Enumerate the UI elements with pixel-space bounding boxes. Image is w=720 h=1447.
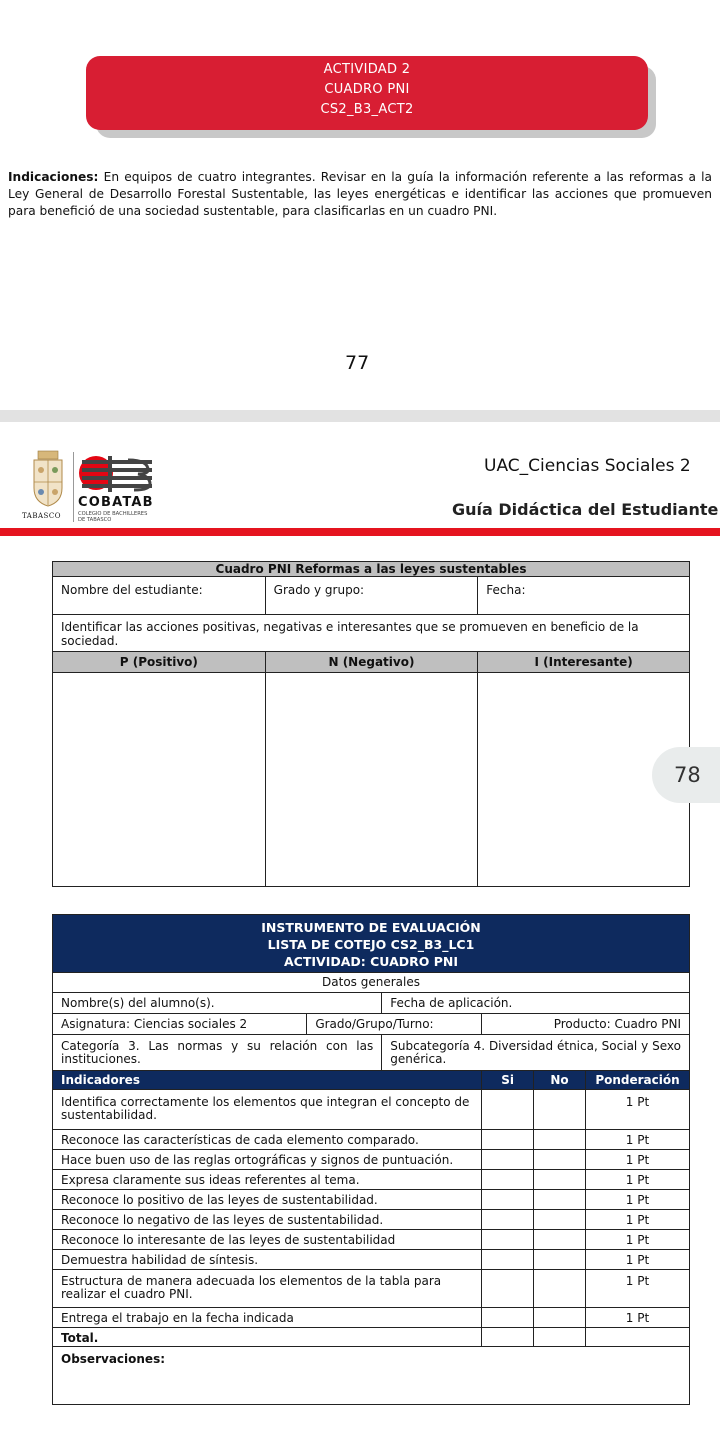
eval-total-no bbox=[534, 1328, 586, 1347]
eval-yes-cell bbox=[482, 1210, 534, 1230]
logo-cobatab-text: COBATAB bbox=[78, 495, 154, 510]
eval-category: Categoría 3. Las normas y su relación con las instituciones. bbox=[53, 1035, 382, 1071]
page-number: 77 bbox=[345, 352, 370, 374]
eval-title bbox=[53, 915, 690, 973]
pni-title: Cuadro PNI Reformas a las leyes sustentables bbox=[53, 562, 690, 577]
eval-indicator-text: Identifica correctamente los elementos que integran el concepto de sustentabilidad. bbox=[53, 1090, 482, 1130]
eval-no-cell bbox=[534, 1090, 586, 1130]
eval-no-cell bbox=[534, 1150, 586, 1170]
header-uac-title: UAC_Ciencias Sociales 2 bbox=[484, 456, 691, 476]
eval-header-weight: Ponderación bbox=[585, 1071, 689, 1090]
banner-line-activity: ACTIVIDAD 2 bbox=[323, 62, 411, 77]
activity-banner bbox=[86, 56, 648, 130]
eval-weight: 1 Pt bbox=[585, 1250, 689, 1270]
eval-date-label: Fecha de aplicación. bbox=[382, 993, 690, 1014]
eval-product-label: Producto: Cuadro PNI bbox=[482, 1014, 690, 1035]
eval-yes-cell bbox=[482, 1308, 534, 1328]
eval-weight: 1 Pt bbox=[585, 1150, 689, 1170]
eval-yes-cell bbox=[482, 1090, 534, 1130]
eval-indicator-text: Expresa claramente sus ideas referentes al tema. bbox=[53, 1170, 482, 1190]
eval-indicator-text: Reconoce lo negativo de las leyes de sustentabilidad. bbox=[53, 1210, 482, 1230]
eval-no-cell bbox=[534, 1190, 586, 1210]
header-guide-title: Guía Didáctica del Estudiante bbox=[452, 500, 719, 519]
eval-indicator-text: Reconoce lo interesante de las leyes de sustentabilidad bbox=[53, 1230, 482, 1250]
pni-col-negative: N (Negativo) bbox=[265, 652, 478, 673]
pni-table bbox=[52, 561, 690, 887]
eval-observations: Observaciones: bbox=[53, 1347, 690, 1405]
eval-indicator-text: Demuestra habilidad de síntesis. bbox=[53, 1250, 482, 1270]
logo-subtitle-line2: DE TABASCO bbox=[78, 517, 112, 523]
eval-yes-cell bbox=[482, 1230, 534, 1250]
eval-indicator-text: Entrega el trabajo en la fecha indicada bbox=[53, 1308, 482, 1328]
eval-yes-cell bbox=[482, 1150, 534, 1170]
pni-student-name-label: Nombre del estudiante: bbox=[53, 577, 266, 615]
eval-yes-cell bbox=[482, 1130, 534, 1150]
instructions-label: Indicaciones: bbox=[8, 170, 99, 184]
evaluation-checklist-table bbox=[52, 914, 690, 1405]
eval-subject-label: Asignatura: Ciencias sociales 2 bbox=[53, 1014, 307, 1035]
logo-subtitle-line1: COLEGIO DE BACHILLERES bbox=[78, 511, 148, 517]
logo-separator bbox=[73, 452, 74, 522]
tabasco-shield-icon bbox=[26, 450, 70, 508]
eval-total-yes bbox=[482, 1328, 534, 1347]
eval-grade-label: Grado/Grupo/Turno: bbox=[307, 1014, 482, 1035]
pni-col-interesting: I (Interesante) bbox=[478, 652, 690, 673]
instructions-paragraph bbox=[8, 169, 712, 220]
eval-yes-cell bbox=[482, 1170, 534, 1190]
eval-subcategory: Subcategoría 4. Diversidad étnica, Social y Sexo genérica. bbox=[382, 1035, 690, 1071]
eval-yes-cell bbox=[482, 1270, 534, 1308]
logo-subtitle bbox=[78, 511, 147, 523]
eval-title-line3: ACTIVIDAD: CUADRO PNI bbox=[284, 954, 458, 969]
pni-instruction: Identificar las acciones positivas, negativas e interesantes que se promueven en beneficio de la sociedad. bbox=[53, 615, 690, 652]
eval-weight: 1 Pt bbox=[585, 1270, 689, 1308]
eval-indicator-text: Reconoce lo positivo de las leyes de sustentabilidad. bbox=[53, 1190, 482, 1210]
eval-no-cell bbox=[534, 1130, 586, 1150]
page-divider bbox=[0, 410, 720, 422]
eval-header-no: No bbox=[534, 1071, 586, 1090]
eval-weight: 1 Pt bbox=[585, 1230, 689, 1250]
eval-student-name-label: Nombre(s) del alumno(s). bbox=[53, 993, 382, 1014]
pni-positive-cell bbox=[53, 673, 266, 887]
eval-general-data: Datos generales bbox=[53, 973, 690, 993]
eval-total-weight bbox=[585, 1328, 689, 1347]
eval-weight: 1 Pt bbox=[585, 1190, 689, 1210]
cobatab-logo-icon bbox=[78, 452, 152, 494]
eval-weight: 1 Pt bbox=[585, 1308, 689, 1328]
pni-negative-cell bbox=[265, 673, 478, 887]
eval-no-cell bbox=[534, 1250, 586, 1270]
instructions-text: En equipos de cuatro integrantes. Revisar en la guía la información referente a las reformas a la Ley General de Desarrollo Forestal Sustentable, las leyes energéticas e identificar las acciones que promueven para benefició de una sociedad sustentable, para clasificarlas en un cuadro PNI. bbox=[8, 170, 712, 218]
pni-grade-label: Grado y grupo: bbox=[265, 577, 478, 615]
eval-total-label: Total. bbox=[53, 1328, 482, 1347]
eval-yes-cell bbox=[482, 1250, 534, 1270]
banner-line-code: CS2_B3_ACT2 bbox=[320, 102, 414, 117]
eval-weight: 1 Pt bbox=[585, 1130, 689, 1150]
eval-header-indicators: Indicadores bbox=[53, 1071, 482, 1090]
pni-col-positive: P (Positivo) bbox=[53, 652, 266, 673]
eval-no-cell bbox=[534, 1270, 586, 1308]
eval-weight: 1 Pt bbox=[585, 1170, 689, 1190]
eval-no-cell bbox=[534, 1210, 586, 1230]
eval-title-line2: LISTA DE COTEJO CS2_B3_LC1 bbox=[267, 937, 475, 952]
eval-weight: 1 Pt bbox=[585, 1090, 689, 1130]
eval-indicator-text: Estructura de manera adecuada los elementos de la tabla para realizar el cuadro PNI. bbox=[53, 1270, 482, 1308]
eval-indicator-text: Hace buen uso de las reglas ortográficas y signos de puntuación. bbox=[53, 1150, 482, 1170]
pni-date-label: Fecha: bbox=[478, 577, 690, 615]
header-red-line bbox=[0, 528, 720, 536]
eval-header-yes: Si bbox=[482, 1071, 534, 1090]
eval-no-cell bbox=[534, 1170, 586, 1190]
eval-no-cell bbox=[534, 1308, 586, 1328]
page-number-badge: 78 bbox=[652, 747, 720, 803]
eval-yes-cell bbox=[482, 1190, 534, 1210]
eval-weight: 1 Pt bbox=[585, 1210, 689, 1230]
eval-indicator-text: Reconoce las características de cada elemento comparado. bbox=[53, 1130, 482, 1150]
eval-no-cell bbox=[534, 1230, 586, 1250]
logo-state-text: TABASCO bbox=[22, 512, 61, 520]
banner-line-title: CUADRO PNI bbox=[324, 82, 410, 97]
eval-title-line1: INSTRUMENTO DE EVALUACIÓN bbox=[261, 920, 481, 935]
